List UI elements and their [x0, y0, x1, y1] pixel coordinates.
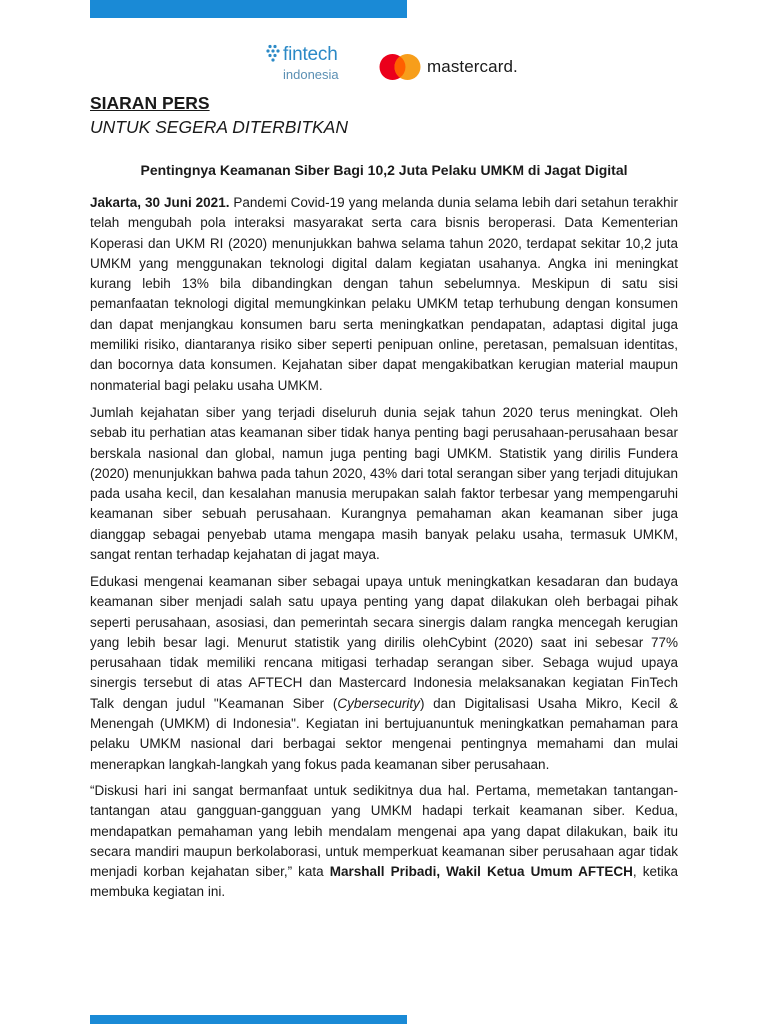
- paragraph-line: menjadi korban kejahatan siber,” kata Marshall Pribadi, Wakil Ketua Umum AFTECH, ketika: [90, 864, 678, 880]
- paragraph-line: telah mengubah pola interaksi masyarakat serta cara bisnis beroperasi. Data Kementerian: [90, 215, 678, 231]
- paragraph-line: sebab itu perhatian atas keamanan siber tidak hanya penting bagi perusahaan-perusahaan besar: [90, 425, 678, 441]
- paragraph-line: (2020) menunjukkan bahwa pada tahun 2020, 43% dari total serangan siber yang terjadi ditujukan: [90, 465, 678, 481]
- paragraph-line: Jakarta, 30 Juni 2021. Pandemi Covid-19 yang melanda dunia selama lebih dari setahun terakhir: [90, 195, 678, 210]
- cybersecurity-term: Cybersecurity: [337, 695, 420, 711]
- press-release-headline: Pentingnya Keamanan Siber Bagi 10,2 Juta Pelaku UMKM di Jagat Digital: [140, 162, 628, 178]
- paragraph-line: sangat rentan terhadap kejahatan di jagat maya.: [90, 547, 380, 563]
- paragraph-line: Menengah (UMKM) di Indonesia". Kegiatan ini bertujuanuntuk meningkatkan pemahaman para: [90, 716, 678, 732]
- paragraph-line: seperti perusahaan, asosiasi, dan pemerintah secara sinergis dalam rangka mencegah kerugian: [90, 614, 678, 630]
- paragraph-line: Koperasi dan UKM RI (2020) menunjukkan bahwa selama tahun 2020, terdapat sekitar 10,2 juta: [90, 235, 678, 251]
- paragraph-3: [90, 572, 678, 775]
- paragraph-2: [90, 403, 678, 565]
- paragraph-line: tantangan atau gangguan-gangguan yang UMKM hadapi terkait keamanan siber. Kedua,: [90, 803, 678, 819]
- paragraph-line: Talk dengan judul "Keamanan Siber (Cybersecurity) dan Digitalisasi Usaha Mikro, Kecil &: [90, 695, 678, 711]
- dateline: Jakarta, 30 Juni 2021.: [90, 195, 230, 210]
- paragraph-line: dan dapat menjangkau konsumen baru serta meningkatkan pendapatan, adaptasi digital juga: [90, 316, 678, 332]
- paragraph-line: keamanan siber menjadi salah satu upaya penting yang dapat dilakukan oleh berbagai pihak: [90, 594, 678, 610]
- paragraph-line: menerapkan langkah-langkah yang fokus pada keamanan siber perusahaan.: [90, 756, 550, 772]
- paragraph-line: Edukasi mengenai keamanan siber sebagai upaya untuk meningkatkan kesadaran dan budaya: [90, 574, 678, 589]
- speaker-name: Marshall Pribadi, Wakil Ketua Umum AFTECH: [329, 864, 633, 880]
- paragraph-line: dianggap sebagai penyebab utama mengapa masih banyak pelaku usaha, termasuk UMKM,: [90, 526, 678, 542]
- bottom-accent-bar: [90, 1015, 407, 1024]
- paragraph-4: [90, 781, 678, 903]
- paragraph-line: sinergis tersebut di atas AFTECH dan Mastercard Indonesia melaksanakan kegiatan FinTech: [90, 675, 678, 691]
- fintech-wordmark: fintech: [283, 44, 338, 65]
- paragraph-line: dan bocornya data konsumen. Kejahatan siber dapat mengakibatkan kerugian material maupun: [90, 357, 678, 373]
- paragraph-line: UMKM yang menggunakan teknologi digital dalam kegiatan usahanya. Angka ini meningkat: [90, 255, 678, 271]
- paragraph-line: pelaku UMKM nasional dari berbagai sektor mengenai pentingnya memahami dan mulai: [90, 736, 678, 752]
- document-label: SIARAN PERS: [90, 93, 210, 113]
- document-sublabel: UNTUK SEGERA DITERBITKAN: [90, 117, 348, 137]
- paragraph-line: “Diskusi hari ini sangat bermanfaat untuk sedikitnya dua hal. Pertama, memetakan tantangan-: [90, 783, 678, 798]
- paragraph-line: pada usaha kecil, dan kesalahan manusia merupakan salah faktor terbesar yang mempengaruhi: [90, 486, 678, 502]
- paragraph-line: Jumlah kejahatan siber yang terjadi diseluruh dunia sejak tahun 2020 terus meningkat. Oleh: [90, 405, 678, 420]
- fintech-subtitle: indonesia: [283, 67, 339, 82]
- paragraph-line: pemanfaatan teknologi digital memungkinkan pelaku UMKM tetap terhubung dengan konsumen: [90, 296, 678, 312]
- paragraph-line: keamanan siber sebuah perusahaan. Kurangnya pemahaman akan keamanan siber juga: [90, 506, 678, 522]
- fintech-circuit-icon: [266, 44, 282, 64]
- paragraph-line: yang lebih besar lagi. Menurut statistik yang dirilis olehCybint (2020) saat ini sebesar 77%: [90, 634, 678, 650]
- paragraph-line: memiliki risiko, diantaranya risiko siber seperti penipuan online, peretasan, pemalsuan identitas,: [90, 337, 678, 353]
- paragraph-line: nonmaterial bagi pelaku usaha UMKM.: [90, 377, 323, 393]
- paragraph-line: perusahaan tidak memiliki rencana mitigasi terhadap serangan siber. Sebaga wujud upaya: [90, 655, 678, 671]
- mastercard-logo: [378, 52, 538, 82]
- mastercard-wordmark: mastercard.: [427, 57, 518, 76]
- paragraph-line: secara mandiri maupun berkolaborasi, untuk memperkuat keamanan siber perusahaan agar tidak: [90, 843, 678, 859]
- fintech-indonesia-logo: [266, 40, 356, 90]
- paragraph-1: [90, 193, 678, 396]
- paragraph-line: membuka kegiatan ini.: [90, 884, 226, 900]
- paragraph-line: kurang lebih 13% bila dibandingkan dengan tahun sebelumnya. Meskipun di satu sisi: [90, 276, 678, 292]
- mastercard-circles-icon: [378, 52, 422, 82]
- paragraph-line: mendapatkan pemahaman yang lebih mendalam mengenai apa yang dapat dilakukan, baik itu: [90, 823, 678, 839]
- top-accent-bar: [90, 0, 407, 18]
- paragraph-line: berskala nasional dan global, namun juga penting bagi UMKM. Statistik yang dirilis Fundera: [90, 445, 678, 461]
